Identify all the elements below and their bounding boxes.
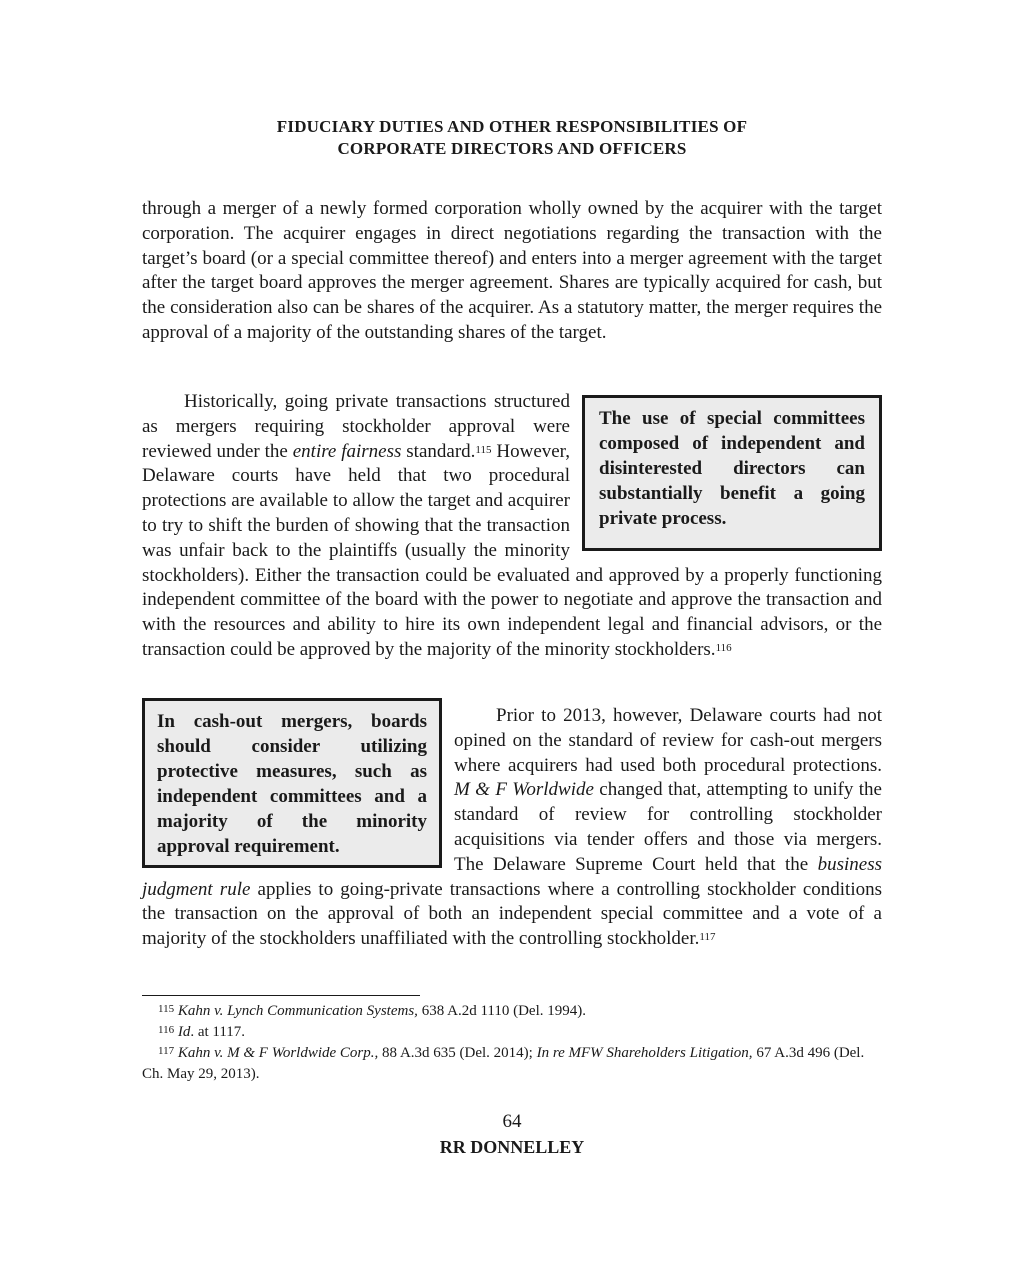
footnote-number: 116 bbox=[158, 1024, 175, 1036]
footnote-ref-116: 116 bbox=[715, 641, 732, 654]
footnote-case-name: Kahn v. Lynch Communication Systems, bbox=[177, 1003, 418, 1019]
footnote-number: 117 bbox=[158, 1045, 175, 1057]
paragraph-2-text-c: However, Delaware courts have held that two procedural protections are available to allow the target and acquirer to try to shift the burden of showing that the transaction was unfair back to the plaintiffs (usually the minority stockholders). Either the transaction could be evaluated and approved by a properly functioning independent committee of the board with the power to negotiate and approve the transaction and with the resources and ability to hire its own independent legal and financial advisors, or the transaction could be approved by the majority of the minority stockholders. bbox=[142, 440, 882, 660]
footnotes bbox=[142, 1001, 882, 1085]
paragraph-2 bbox=[142, 390, 882, 663]
footnote-case-name: Id bbox=[177, 1024, 191, 1040]
paragraph-3-text-b: changed that, attempting to unify the standard of review for controlling stockholder acquisitions via tender offers and those via mergers. The Delaware Supreme Court held that the bbox=[454, 779, 882, 875]
term-business-judgment-rule: business judgment rule bbox=[142, 853, 882, 900]
paragraph-3-text-a: Prior to 2013, however, Delaware courts had not opined on the standard of review for cash-out mergers where acquirers had used both procedural protections. bbox=[454, 705, 882, 776]
paragraph-2-text-a: Historically, going private transactions structured as mergers requiring stockholder approval were reviewed under the bbox=[142, 391, 570, 462]
footnote-case-name: In re MFW Shareholders Litigation, bbox=[536, 1045, 753, 1061]
header-line-1: FIDUCIARY DUTIES AND OTHER RESPONSIBILITIES OF bbox=[276, 117, 748, 136]
paragraph-3 bbox=[142, 704, 882, 952]
footnote-citation: 67 A.3d 496 (Del. Ch. May 29, 2013). bbox=[142, 1045, 865, 1082]
footnote-number: 115 bbox=[158, 1003, 175, 1015]
paragraph-1: through a merger of a newly formed corporation wholly owned by the acquirer with the target corporation. The acquirer engages in direct negotiations regarding the transaction with the target’s board (or a special committee thereof) and enters into a merger agreement with the target after the target board approves the merger agreement. Shares are typically acquired for cash, but the consideration also can be shares of the acquirer. As a statutory matter, the merger requires the approval of a majority of the outstanding shares of the target. bbox=[142, 198, 882, 343]
footer-publisher: RR DONNELLEY bbox=[439, 1137, 585, 1157]
footnote-citation: . at 1117. bbox=[190, 1024, 246, 1040]
footnote-citation: 638 A.2d 1110 (Del. 1994). bbox=[417, 1003, 586, 1019]
term-entire-fairness: entire fairness bbox=[292, 440, 402, 462]
paragraph-3-text-c: applies to going-private transactions where a controlling stockholder conditions the transaction on the approval of both an independent special committee and a vote of a majority of the stockholders unaffiliated with the controlling stockholder. bbox=[142, 878, 882, 950]
paragraph-2-text-b: standard. bbox=[401, 440, 476, 462]
page-number: 64 bbox=[502, 1111, 522, 1132]
callout-cash-out-mergers: In cash-out mergers, boards should consider utilizing protective measures, such as independent committees and a majority of the minority approval requirement. bbox=[142, 698, 442, 868]
header-line-2: CORPORATE DIRECTORS AND OFFICERS bbox=[337, 139, 687, 158]
footnote-ref-115: 115 bbox=[475, 443, 492, 456]
footnote-116 bbox=[142, 1022, 882, 1043]
running-header bbox=[142, 116, 882, 160]
term-mf-worldwide: M & F Worldwide bbox=[454, 779, 594, 801]
footnote-case-name: Kahn v. M & F Worldwide Corp., bbox=[177, 1045, 379, 1061]
footnote-ref-117: 117 bbox=[699, 931, 716, 944]
footnote-115 bbox=[142, 1001, 882, 1022]
footnote-rule bbox=[142, 995, 420, 996]
footnote-117 bbox=[142, 1043, 882, 1085]
callout-special-committees: The use of special committees composed of independent and disinterested directors can substantially benefit a going private process. bbox=[582, 395, 882, 551]
footnote-citation: 88 A.3d 635 (Del. 2014); bbox=[378, 1045, 537, 1061]
